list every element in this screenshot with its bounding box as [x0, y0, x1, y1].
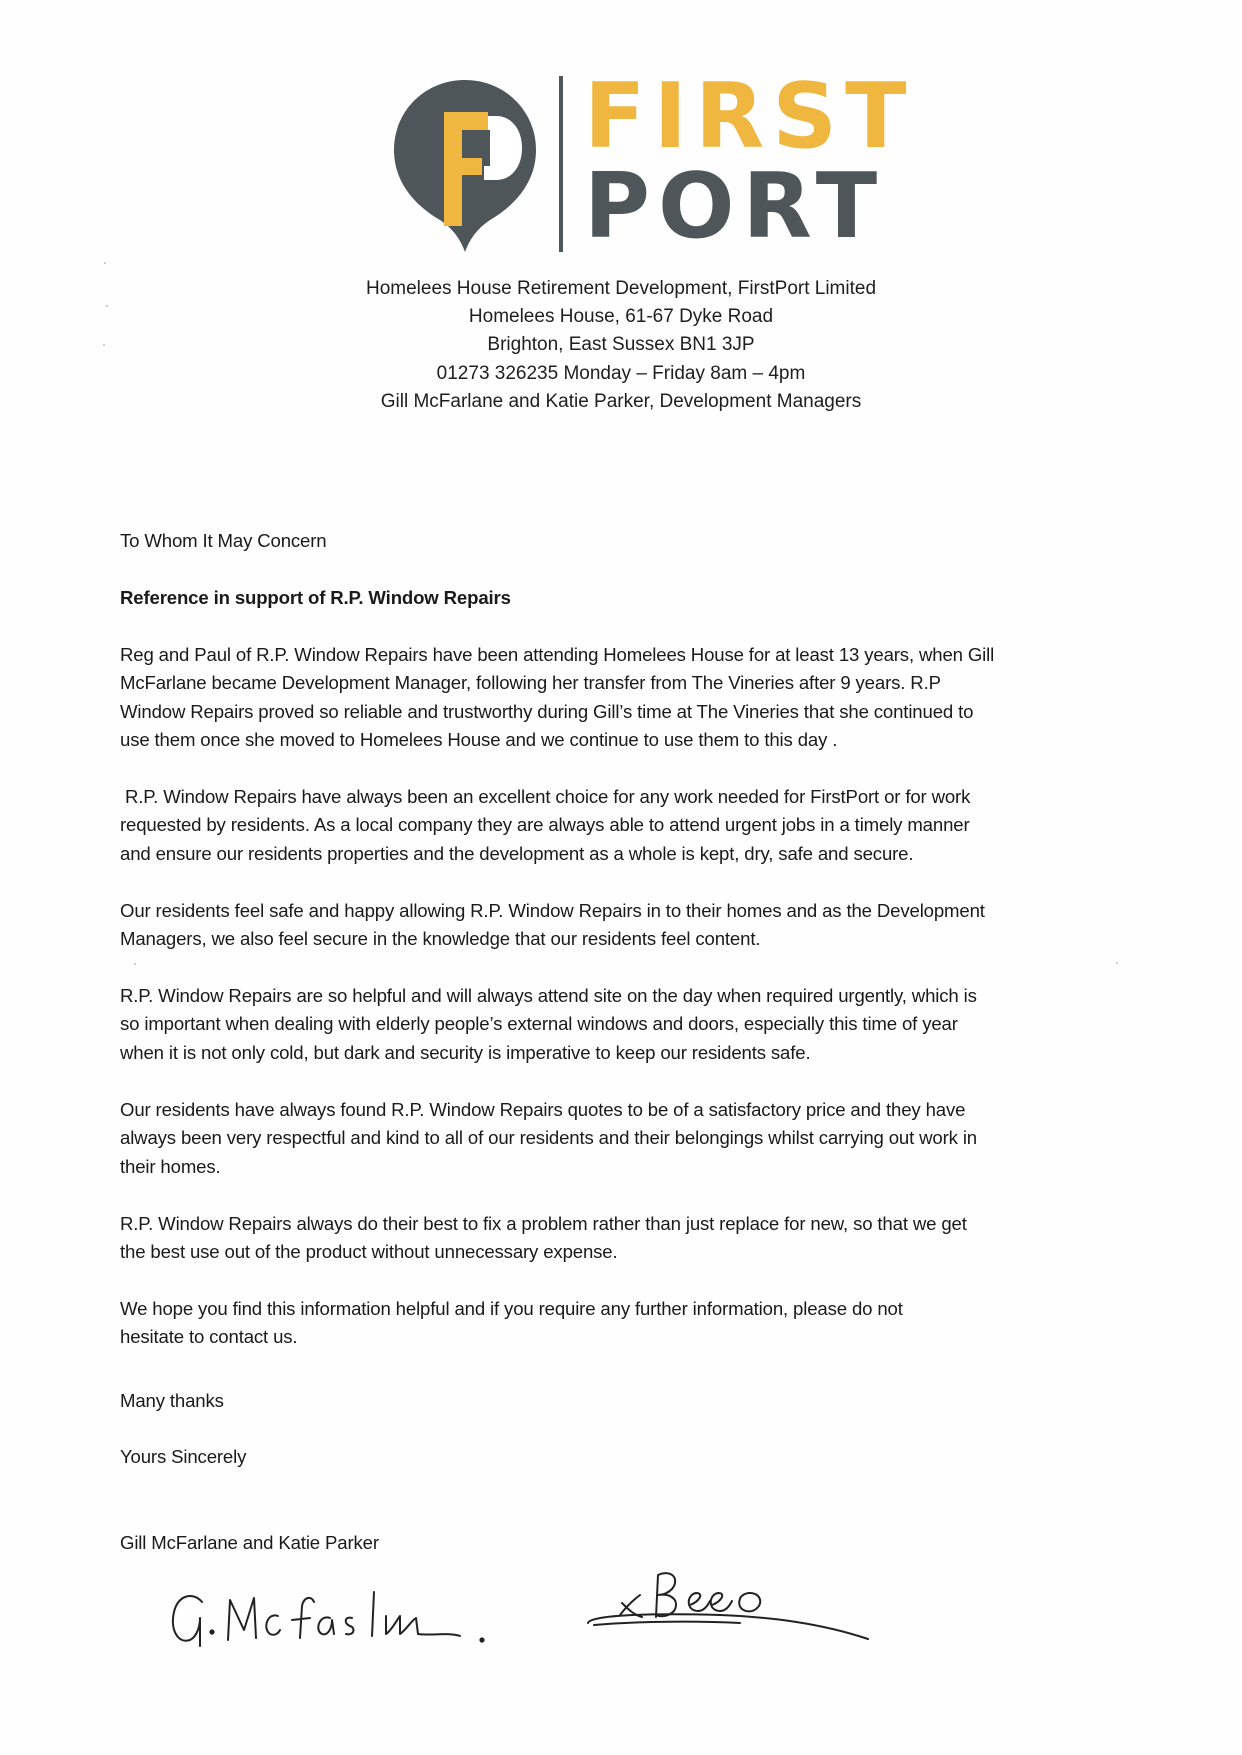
paragraph-line: Reg and Paul of R.P. Window Repairs have been attending Homelees House for at least 13 years, when Gill	[120, 644, 995, 665]
signature-k-parker	[580, 1565, 880, 1660]
address-line-organisation: Homelees House Retirement Development, FirstPort Limited	[365, 278, 877, 299]
scan-speck	[106, 305, 108, 307]
location-pin-monogram-icon	[392, 78, 538, 254]
paragraph-line: We hope you find this information helpful and if you require any further information, please do not	[120, 1298, 903, 1319]
logo-divider	[559, 76, 563, 252]
paragraph-line: R.P. Window Repairs always do their best to fix a problem rather than just replace for new, so that we get	[120, 1213, 967, 1234]
paragraph-1	[120, 641, 994, 755]
scan-speck	[1116, 962, 1118, 964]
paragraph-line: their homes.	[120, 1155, 221, 1177]
paragraph-5	[120, 1096, 977, 1181]
paragraph-line: always been very respectful and kind to all of our residents and their belongings whilst carrying out work in	[120, 1127, 977, 1149]
paragraph-line: requested by residents. As a local company they are always able to attend urgent jobs in a timely manner	[120, 814, 970, 836]
paragraph-line: R.P. Window Repairs have always been an excellent choice for any work needed for FirstPort or for work	[120, 786, 971, 807]
paragraph-line: when it is not only cold, but dark and security is imperative to keep our residents safe.	[120, 1041, 811, 1063]
paragraph-line: and ensure our residents properties and the development as a whole is kept, dry, safe and secure.	[120, 842, 914, 864]
paragraph-line: so important when dealing with elderly people’s external windows and doors, especially this time of year	[120, 1013, 958, 1035]
paragraph-4	[120, 982, 977, 1067]
closing-thanks: Many thanks	[120, 1390, 224, 1411]
paragraph-line: use them once she moved to Homelees House and we continue to use them to this day .	[120, 729, 838, 751]
paragraph-line: Managers, we also feel secure in the knowledge that our residents feel content.	[120, 928, 761, 950]
subject-heading: Reference in support of R.P. Window Repairs	[120, 587, 511, 608]
address-line-phone-hours: 01273 326235 Monday – Friday 8am – 4pm	[436, 362, 806, 384]
address-line-street: Homelees House, 61-67 Dyke Road	[468, 306, 774, 328]
logo-text-first: FIRST	[584, 64, 915, 169]
logo-text-port: PORT	[584, 154, 886, 259]
paragraph-line: hesitate to contact us.	[120, 1326, 298, 1348]
scan-speck	[134, 963, 136, 965]
address-line-managers: Gill McFarlane and Katie Parker, Development Managers	[380, 390, 862, 412]
paragraph-line: McFarlane became Development Manager, following her transfer from The Vineries after 9 years. R.P	[120, 672, 941, 694]
signatory-names: Gill McFarlane and Katie Parker	[120, 1532, 379, 1553]
letterhead-address	[0, 275, 1242, 416]
scan-speck	[103, 344, 105, 346]
signature-g-mcfarlane	[160, 1578, 560, 1658]
paragraph-line: Window Repairs proved so reliable and trustworthy during Gill’s time at The Vineries that she continued to	[120, 700, 974, 722]
salutation: To Whom It May Concern	[120, 530, 327, 551]
paragraph-line: Our residents have always found R.P. Window Repairs quotes to be of a satisfactory price and they have	[120, 1099, 966, 1120]
firstport-logo	[388, 64, 915, 259]
scan-speck	[104, 262, 106, 264]
paragraph-3	[120, 897, 985, 954]
closing-signoff: Yours Sincerely	[120, 1446, 247, 1467]
paragraph-line: Our residents feel safe and happy allowing R.P. Window Repairs in to their homes and as the Development	[120, 900, 985, 921]
paragraph-line: the best use out of the product without unnecessary expense.	[120, 1241, 618, 1263]
address-line-town: Brighton, East Sussex BN1 3JP	[487, 334, 755, 356]
paragraph-7	[120, 1295, 903, 1352]
paragraph-6	[120, 1210, 967, 1267]
paragraph-2	[120, 783, 970, 868]
paragraph-line: R.P. Window Repairs are so helpful and will always attend site on the day when required urgently, which is	[120, 985, 977, 1006]
